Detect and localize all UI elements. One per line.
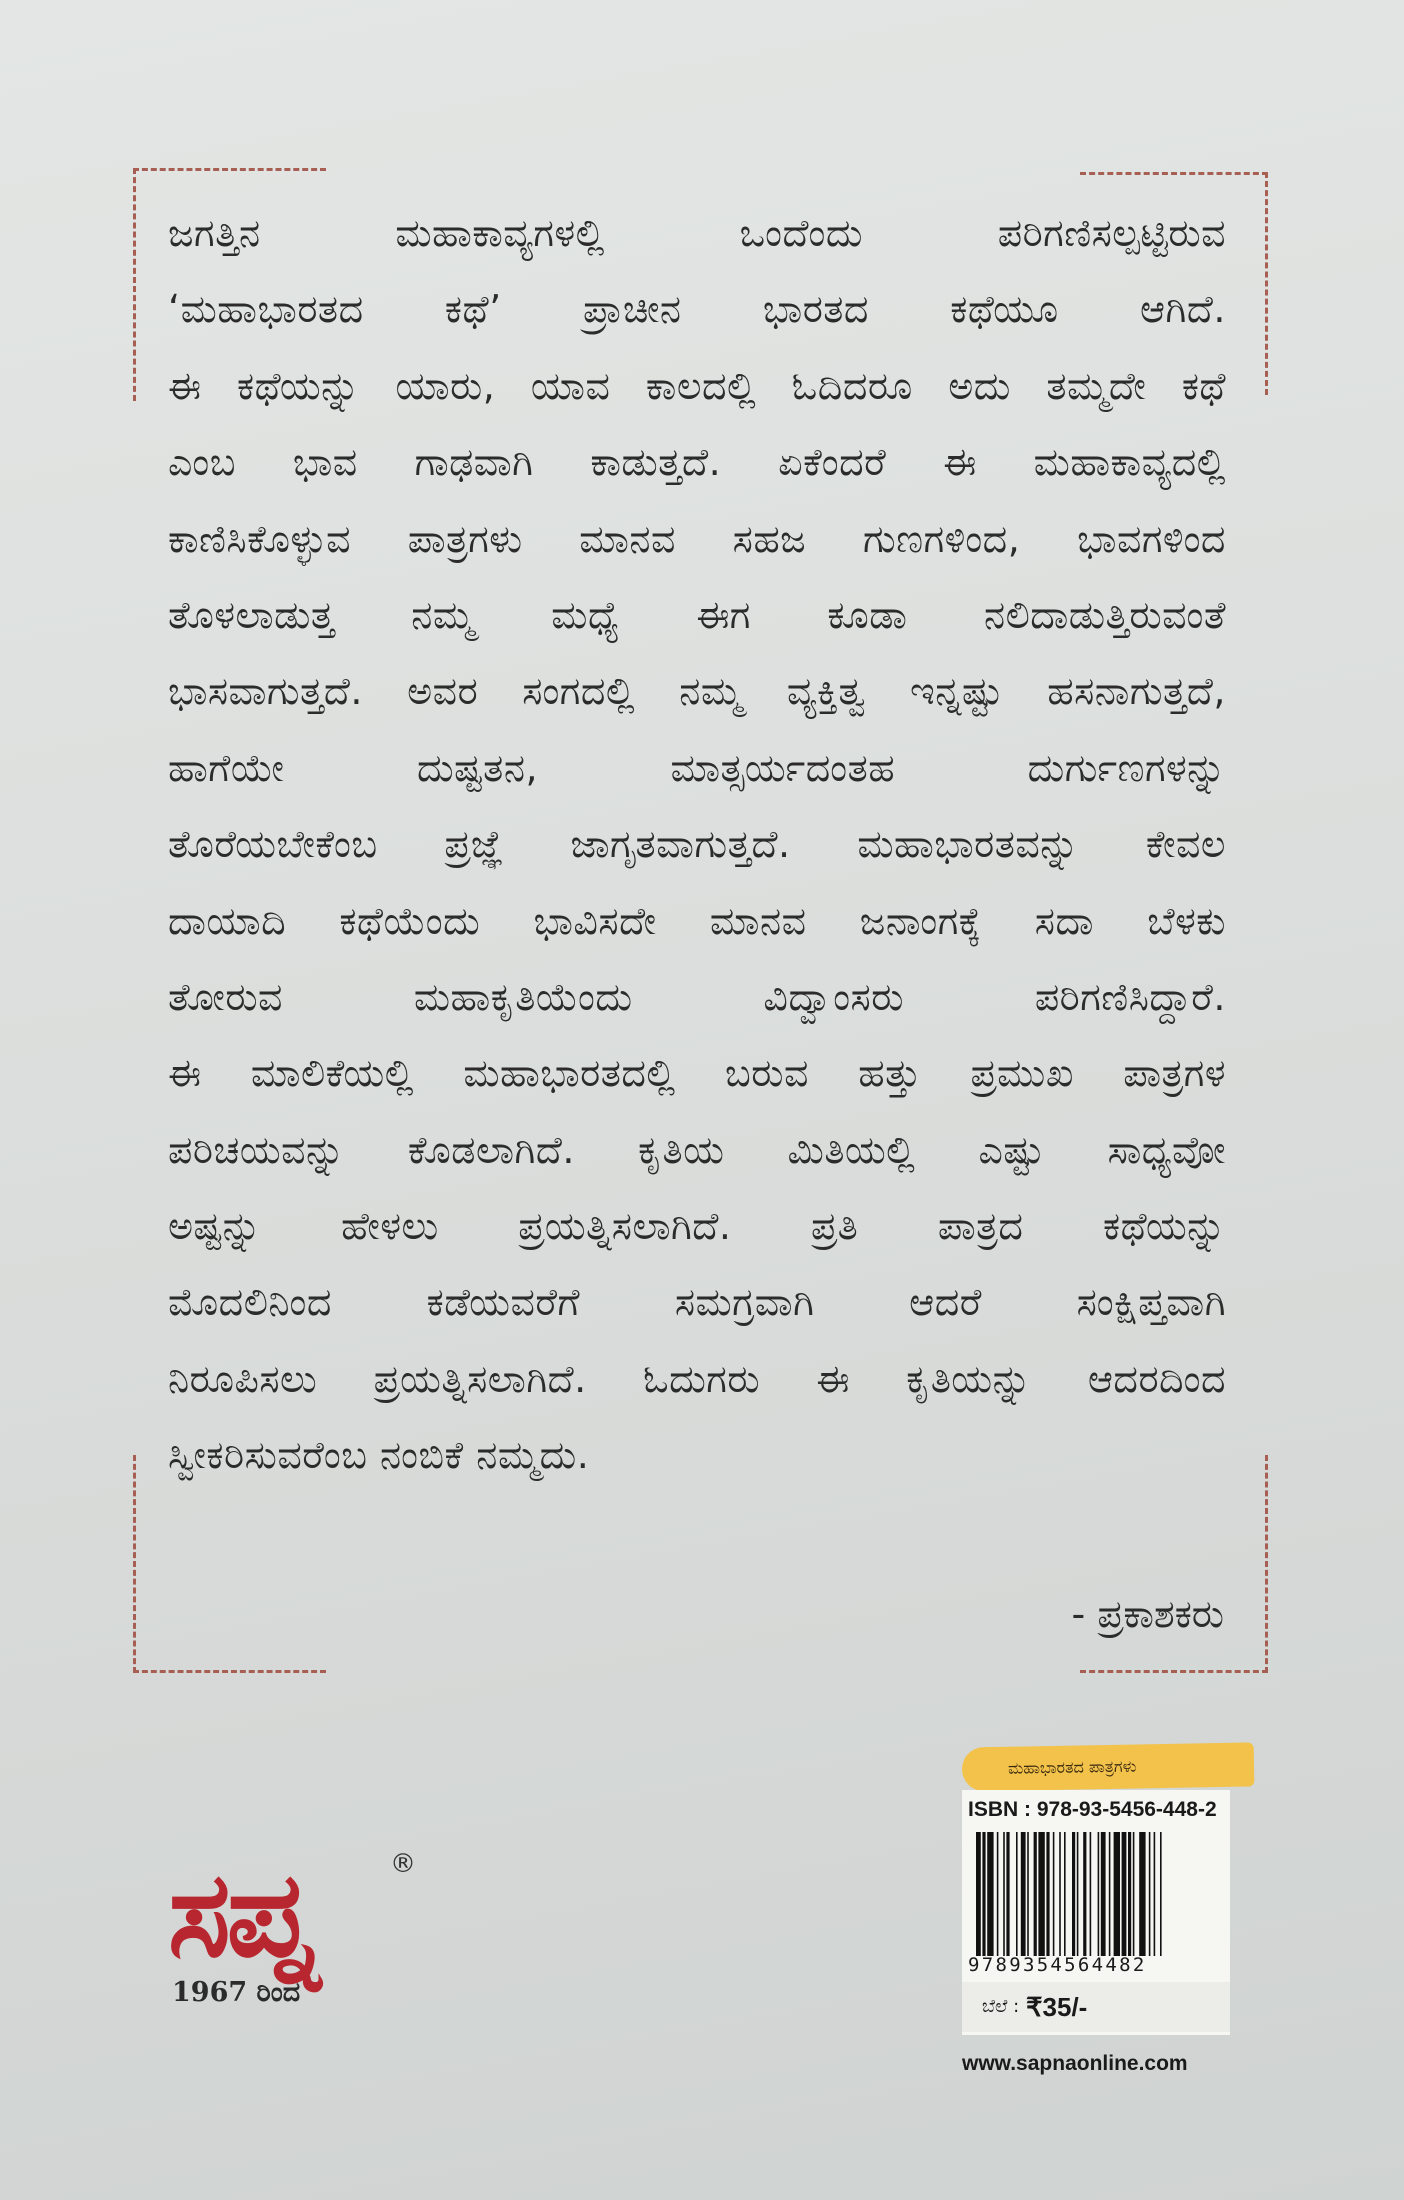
barcode-sticker [962,1790,1230,2035]
price-value: ₹35/- [1026,1992,1088,2022]
blurb-line: ಮೊದಲಿನಿಂದ ಕಡೆಯವರೆಗೆ ಸಮಗ್ರವಾಗಿ ಆದರೆ ಸಂಕ್ಷಿಪ್ತವಾಗಿ [168,1280,1226,1325]
blurb-line: ‘ಮಹಾಭಾರತದ ಕಥೆ’ ಪ್ರಾಚೀನ ಭಾರತದ ಕಥೆಯೂ ಆಗಿದೆ. [168,287,1226,332]
publisher-signature: - ಪ್ರಕಾಶಕರು [1071,1592,1224,1636]
blurb-text [168,195,1226,1494]
blurb-line: ನಿರೂಪಿಸಲು ಪ್ರಯತ್ನಿಸಲಾಗಿದೆ. ಓದುಗರು ಈ ಕೃತಿಯನ್ನು ಆದರದಿಂದ [168,1356,1226,1401]
barcode-image [974,1832,1218,1956]
blurb-line: ತೊರೆಯಬೇಕೆಂಬ ಪ್ರಜ್ಞೆ ಜಾಗೃತವಾಗುತ್ತದೆ. ಮಹಾಭಾರತವನ್ನು ಕೇವಲ [168,822,1226,867]
blurb-line: ದಾಯಾದಿ ಕಥೆಯೆಂದು ಭಾವಿಸದೇ ಮಾನವ ಜನಾಂಗಕ್ಕೆ ಸದಾ ಬೆಳಕು [168,898,1226,943]
price-prefix: ಬೆಲೆ : [982,1996,1020,2017]
blurb-line: ತೊಳಲಾಡುತ್ತ ನಮ್ಮ ಮಧ್ಯೆ ಈಗ ಕೂಡಾ ನಲಿದಾಡುತ್ತಿರುವಂತೆ [168,592,1226,637]
barcode-digits: 9789354564482 [968,1954,1147,1976]
series-tag: ಮಹಾಭಾರತದ ಪಾತ್ರಗಳು [962,1742,1255,1791]
blurb-line: ಪರಿಚಯವನ್ನು ಕೊಡಲಾಗಿದೆ. ಕೃತಿಯ ಮಿತಿಯಲ್ಲಿ ಎಷ್ಟು ಸಾಧ್ಯವೋ [168,1127,1226,1172]
blurb-line: ತೋರುವ ಮಹಾಕೃತಿಯೆಂದು ವಿದ್ವಾಂಸರು ಪರಿಗಣಿಸಿದ್ದಾರೆ. [168,974,1226,1019]
blurb-line: ಜಗತ್ತಿನ ಮಹಾಕಾವ್ಯಗಳಲ್ಲಿ ಒಂದೆಂದು ಪರಿಗಣಿಸಲ್ಪಟ್ಟಿರುವ [168,211,1226,255]
blurb-line: ಈ ಕಥೆಯನ್ನು ಯಾರು, ಯಾವ ಕಾಲದಲ್ಲಿ ಓದಿದರೂ ಅದು ತಮ್ಮದೇ ಕಥೆ [168,363,1226,408]
publisher-logo [168,1844,428,2015]
blurb-line: ಅಷ್ಟನ್ನು ಹೇಳಲು ಪ್ರಯತ್ನಿಸಲಾಗಿದೆ. ಪ್ರತಿ ಪಾತ್ರದ ಕಥೆಯನ್ನು [168,1204,1226,1249]
logo-wordmark: ಸಪ್ನ [168,1844,315,1983]
blurb-line: ಈ ಮಾಲಿಕೆಯಲ್ಲಿ ಮಹಾಭಾರತದಲ್ಲಿ ಬರುವ ಹತ್ತು ಪ್ರಮುಖ ಪಾತ್ರಗಳ [168,1051,1226,1096]
blurb-line: ಭಾಸವಾಗುತ್ತದೆ. ಅವರ ಸಂಗದಲ್ಲಿ ನಮ್ಮ ವ್ಯಕ್ತಿತ್ವ ಇನ್ನಷ್ಟು ಹಸನಾಗುತ್ತದೆ, [168,669,1226,714]
blurb-line: ಕಾಣಿಸಿಕೊಳ್ಳುವ ಪಾತ್ರಗಳು ಮಾನವ ಸಹಜ ಗುಣಗಳಿಂದ, ಭಾವಗಳಿಂದ [168,516,1226,561]
blurb-line: ಎಂಬ ಭಾವ ಗಾಢವಾಗಿ ಕಾಡುತ್ತದೆ. ಏಕೆಂದರೆ ಈ ಮಹಾಕಾವ್ಯದಲ್ಲಿ [168,440,1226,485]
isbn-label: ISBN : 978-93-5456-448-2 [968,1798,1217,1821]
registered-mark: ® [390,1849,416,1879]
blurb-line: ಹಾಗೆಯೇ ದುಷ್ಟತನ, ಮಾತ್ಸರ್ಯದಂತಹ ದುರ್ಗುಣಗಳನ್ನು [168,745,1226,790]
price-row [962,1982,1230,2032]
website-url: www.sapnaonline.com [962,2052,1188,2075]
logo-since: 1967 ರಿಂದ [172,1977,301,2008]
blurb-line: ಸ್ವೀಕರಿಸುವರೆಂಬ ನಂಬಿಕೆ ನಮ್ಮದು. [168,1433,590,1478]
